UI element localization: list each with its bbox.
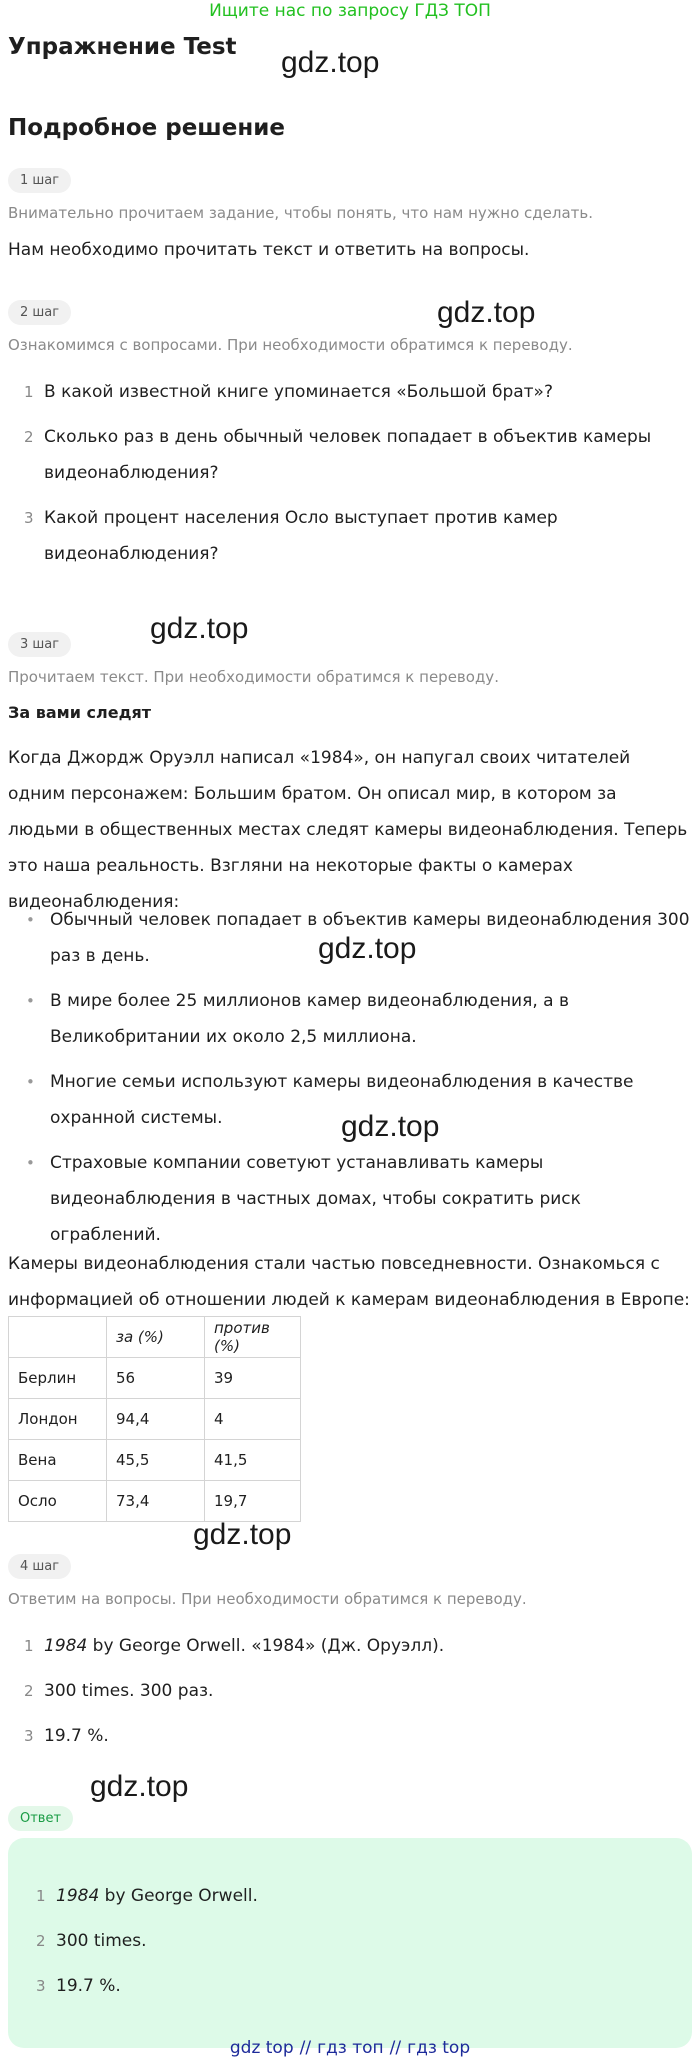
item-number: 3 (24, 1727, 34, 1745)
list-item (8, 500, 692, 572)
section-title: Подробное решение (8, 115, 285, 141)
table-cell: 39 (205, 1358, 301, 1399)
table-row (9, 1481, 301, 1522)
watermark: gdz.top (437, 296, 536, 329)
answer-text: by George Orwell. (99, 1886, 258, 1906)
answer-text: 19.7 %. (44, 1726, 109, 1746)
answer-text: 300 times. (56, 1931, 147, 1951)
step-3-badge: 3 шаг (8, 632, 71, 657)
footer-links (0, 2038, 700, 2058)
item-number: 1 (36, 1887, 46, 1905)
item-number: 2 (36, 1932, 46, 1950)
table-cell: 94,4 (107, 1399, 205, 1440)
table-row (9, 1399, 301, 1440)
facts-list (8, 902, 692, 1262)
list-item (8, 419, 692, 491)
list-item (8, 1673, 692, 1709)
book-title: 1984 (56, 1886, 100, 1906)
watermark: gdz.top (90, 1770, 189, 1803)
step-4-badge: 4 шаг (8, 1554, 71, 1579)
text-outro: Камеры видеонаблюдения стали частью повседневности. Ознакомься с информацией об отношении людей к камерам видеонаблюдения в Европе: (8, 1254, 690, 1310)
step-2-hint: Ознакомимся с вопросами. При необходимости обратимся к переводу. (8, 336, 573, 354)
table-cell: Берлин (9, 1358, 107, 1399)
item-number: 1 (24, 1637, 34, 1655)
step-2-badge: 2 шаг (8, 300, 71, 325)
list-item: • В мире более 25 миллионов камер видеонаблюдения, а в Великобритании их около 2,5 миллиона. (8, 983, 692, 1055)
table-row (9, 1440, 301, 1481)
table-cell: 4 (205, 1399, 301, 1440)
footer-link[interactable]: гдз top (407, 2038, 471, 2058)
watermark: gdz.top (193, 1518, 292, 1551)
list-item (20, 1923, 680, 1959)
list-item: • Обычный человек попадает в объектив камеры видеонаблюдения 300 раз в день. (8, 902, 692, 974)
question-text: Какой процент населения Осло выступает против камер видеонаблюдения? (44, 508, 558, 564)
table-header-row (9, 1317, 301, 1358)
table-header (9, 1317, 107, 1358)
watermark: gdz.top (150, 612, 249, 645)
step-3-hint: Прочитаем текст. При необходимости обратимся к переводу. (8, 668, 499, 686)
list-item (20, 1968, 680, 2004)
question-text: В какой известной книге упоминается «Большой брат»? (44, 382, 553, 402)
top-search-link[interactable]: Ищите нас по запросу ГДЗ ТОП (209, 1, 491, 21)
answer-text: by George Orwell. «1984» (Дж. Оруэлл). (87, 1636, 445, 1656)
step-1-hint: Внимательно прочитаем задание, чтобы понять, что нам нужно сделать. (8, 204, 594, 222)
answer-list (20, 1878, 680, 2013)
watermark: gdz.top (281, 46, 380, 79)
footer-link[interactable]: gdz top (229, 2038, 294, 2058)
link-separator: // (389, 2038, 402, 2058)
survey-table (8, 1316, 301, 1522)
list-item: • Многие семьи используют камеры видеонаблюдения в качестве охранной системы. (8, 1064, 692, 1136)
step-4-hint: Ответим на вопросы. При необходимости обратимся к переводу. (8, 1590, 527, 1608)
answer-badge: Ответ (8, 1806, 73, 1831)
answer-box (8, 1838, 692, 2048)
table-cell: 45,5 (107, 1440, 205, 1481)
table-cell: 73,4 (107, 1481, 205, 1522)
page-title: Упражнение Test (8, 34, 237, 60)
text-heading: За вами следят (8, 703, 152, 722)
list-item (20, 1878, 680, 1914)
item-number: 3 (36, 1977, 46, 1995)
table-header: за (%) (107, 1317, 205, 1358)
answer-text: 300 times. 300 раз. (44, 1681, 214, 1701)
watermark: gdz.top (341, 1110, 440, 1143)
item-number: 1 (24, 383, 34, 401)
table-header: против (%) (205, 1317, 301, 1358)
list-item: • Страховые компании советуют устанавливать камеры видеонаблюдения в частных домах, чтобы сократить риск ограблений. (8, 1145, 692, 1253)
link-separator: // (299, 2038, 312, 2058)
list-item (8, 1718, 692, 1754)
question-text: Сколько раз в день обычный человек попадает в объектив камеры видеонаблюдения? (44, 427, 652, 483)
item-number: 3 (24, 509, 34, 527)
book-title: 1984 (44, 1636, 88, 1656)
list-item (8, 1628, 692, 1664)
footer-link[interactable]: гдз топ (317, 2038, 384, 2058)
question-list (8, 374, 692, 581)
table-cell: 56 (107, 1358, 205, 1399)
table-cell: 19,7 (205, 1481, 301, 1522)
item-number: 2 (24, 428, 34, 446)
text-intro: Когда Джордж Оруэлл написал «1984», он напугал своих читателей одним персонажем: Большим братом. Он описал мир, в котором за людьми в общественных местах следят камеры видеонаблюдения. Теперь это наша реальность. Взгляни на некоторые факты о камерах видеонаблюдения: (8, 748, 688, 912)
table-cell: Лондон (9, 1399, 107, 1440)
table-cell: Осло (9, 1481, 107, 1522)
table-cell: Вена (9, 1440, 107, 1481)
step-1-text: Нам необходимо прочитать текст и ответить на вопросы. (8, 240, 530, 260)
list-item (8, 374, 692, 410)
answer-text: 19.7 %. (56, 1976, 121, 1996)
answers-list (8, 1628, 692, 1763)
table-cell: 41,5 (205, 1440, 301, 1481)
table-row (9, 1358, 301, 1399)
item-number: 2 (24, 1682, 34, 1700)
step-1-badge: 1 шаг (8, 168, 71, 193)
watermark: gdz.top (318, 932, 417, 965)
